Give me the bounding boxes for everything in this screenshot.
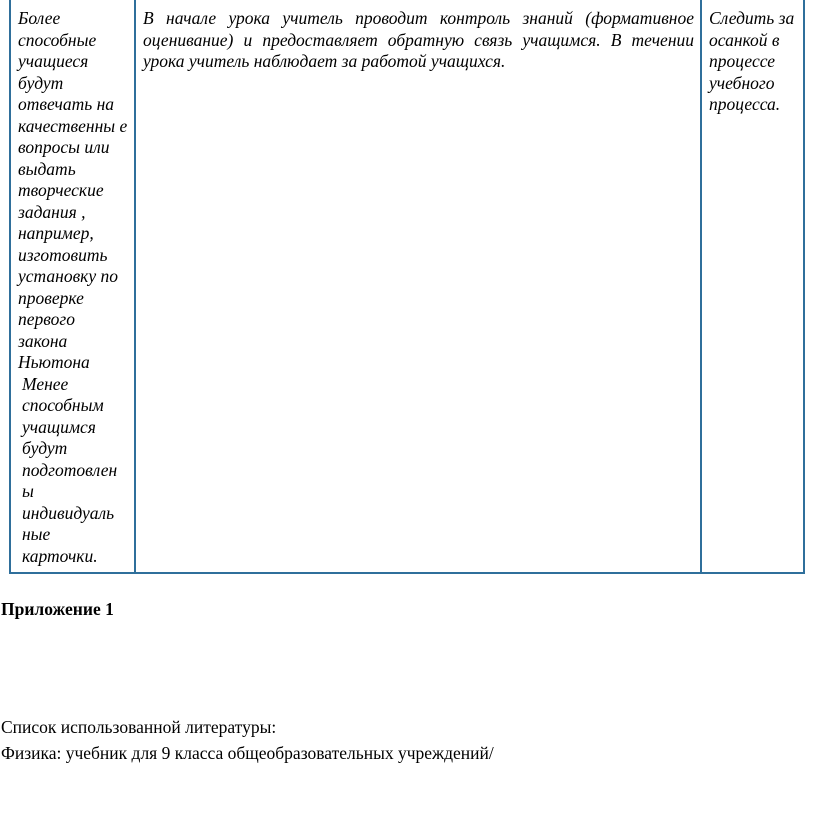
lesson-table xyxy=(9,0,805,574)
table-row xyxy=(10,0,804,573)
reference-item: Физика: учебник для 9 класса общеобразовательных учреждений/ xyxy=(1,743,494,763)
appendix-heading: Приложение 1 xyxy=(1,599,114,619)
less-able-students-text: Менее способным учащимся будут подготовлен ы индивидуаль ные карточки. xyxy=(22,373,118,566)
able-students-text: Более способные учащиеся будут отвечать на качественны е вопросы или выдать творческие задания , например, изготовить установку по проверке первого закона Ньютона xyxy=(18,8,128,372)
health-text: Следить за осанкой в процессе учебного процесса. xyxy=(709,8,795,114)
assessment-cell xyxy=(135,0,701,573)
health-cell xyxy=(701,0,804,573)
differentiation-cell xyxy=(10,0,135,573)
references-title: Список использованной литературы: xyxy=(1,717,277,737)
assessment-text: В начале урока учитель проводит контроль знаний (формативное оценивание) и предоставляет обратную связь учащимся. В течении урока учитель наблюдает за работой учащихся. xyxy=(143,8,694,71)
